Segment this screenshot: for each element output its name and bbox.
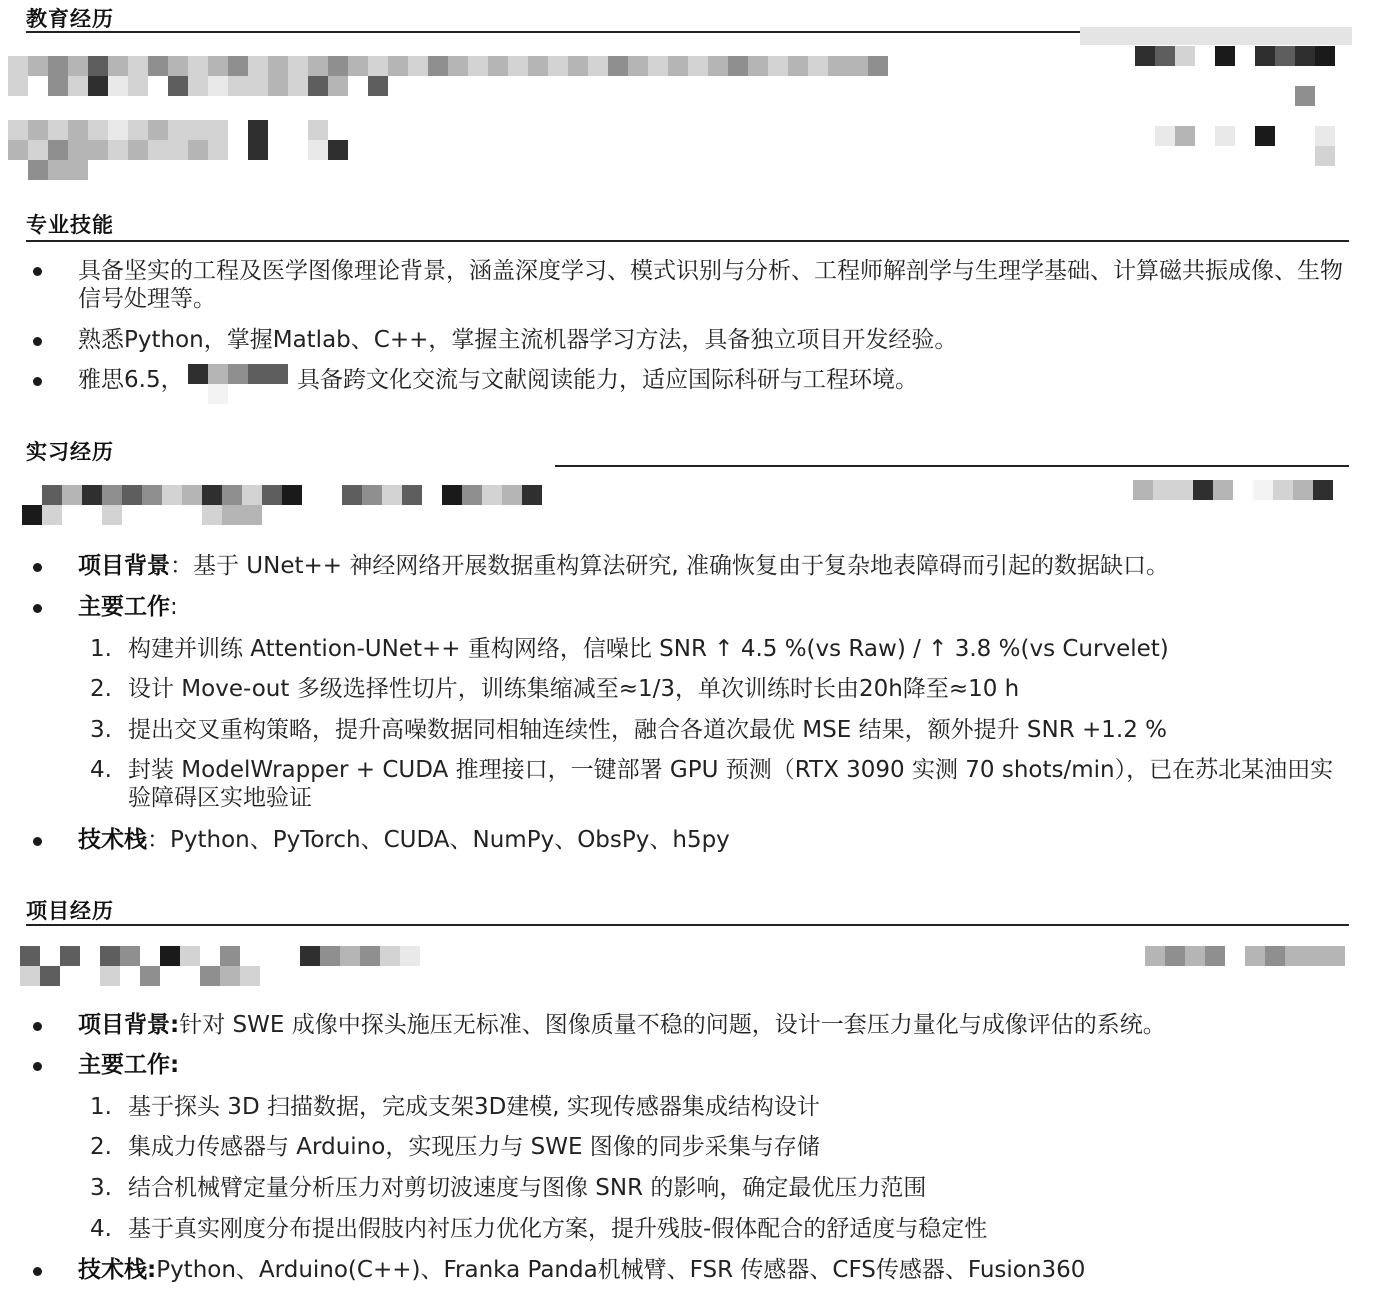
redacted-company-name (22, 485, 542, 525)
list-number: 1. (90, 1094, 112, 1120)
list-number: 4. (90, 757, 112, 783)
project-work-item-2: 集成力传感器与 Arduino，实现压力与 SWE 图像的同步采集与存储 (128, 1134, 820, 1160)
project-work-item-1: 基于探头 3D 扫描数据，完成支架3D建模, 实现传感器集成结构设计 (128, 1094, 820, 1120)
education-section-title: 教育经历 (26, 7, 114, 31)
project-background-label: 项目背景: (78, 1012, 180, 1038)
redacted-mark-1 (1295, 86, 1315, 106)
redacted-project-name (20, 946, 420, 986)
bullet-dot (33, 267, 42, 276)
internship-background (78, 552, 1169, 580)
project-work-item-4: 基于真实刚度分布提出假肢内衬压力优化方案，提升残肢-假体配合的舒适度与稳定性 (128, 1216, 988, 1242)
internship-divider (555, 465, 1349, 467)
redacted-date-band (1080, 27, 1352, 45)
internship-background-label: 项目背景 (78, 553, 170, 579)
list-number: 3. (90, 717, 112, 743)
internship-work-heading (78, 593, 178, 621)
internship-work-item-1: 构建并训练 Attention-UNet++ 重构网络，信噪比 SNR ↑ 4.5 %(vs Raw) / ↑ 3.8 %(vs Curvelet) (128, 636, 1169, 662)
redacted-internship-date (1133, 480, 1348, 500)
internship-work-item-4: 封装 ModelWrapper + CUDA 推理接口，一键部署 GPU 预测（RTX 3090 实测 70 shots/min），已在苏北某油田实验障碍区实地验证 (128, 757, 1334, 811)
skill-item-3-part2: 具备跨文化交流与文献阅读能力，适应国际科研与工程环境。 (297, 367, 918, 393)
project-work-heading (78, 1051, 179, 1079)
skill-item-1: 具备坚实的工程及医学图像理论背景，涵盖深度学习、模式识别与分析、工程师解剖学与生理学基础、计算磁共振成像、生物信号处理等。 (78, 258, 1343, 312)
project-divider (26, 924, 1349, 926)
redacted-date-1 (1135, 46, 1335, 66)
project-section-title: 项目经历 (26, 899, 114, 923)
project-stack (78, 1256, 1085, 1284)
internship-work-item-2: 设计 Move-out 多级选择性切片，训练集缩减至≈1/3，单次训练时长由20h降至≈10 h (128, 676, 1020, 702)
skills-section-title: 专业技能 (26, 213, 114, 237)
project-stack-label: 技术栈: (78, 1257, 157, 1283)
project-background-text: 针对 SWE 成像中探头施压无标准、图像质量不稳的问题，设计一套压力量化与成像评估的系统。 (179, 1012, 1166, 1038)
skills-divider (26, 240, 1349, 242)
redacted-date-2 (1155, 126, 1355, 166)
internship-stack-label: 技术栈 (78, 827, 147, 853)
redacted-project-date (1145, 946, 1345, 966)
internship-stack (78, 826, 730, 854)
bullet-dot (33, 1267, 42, 1276)
bullet-dot (33, 337, 42, 346)
list-number: 1. (90, 636, 112, 662)
internship-work-colon: : (170, 594, 178, 620)
redacted-language-score (188, 364, 288, 404)
project-stack-text: Python、Arduino(C++)、Franka Panda机械臂、FSR 传感器、CFS传感器、Fusion360 (156, 1257, 1086, 1283)
internship-work-item-3: 提出交叉重构策略，提升高噪数据同相轴连续性，融合各道次最优 MSE 结果，额外提升 SNR +1.2 % (128, 717, 1168, 743)
bullet-dot (33, 1062, 42, 1071)
project-background (78, 1011, 1166, 1039)
skill-item-2: 熟悉Python，掌握Matlab、C++，掌握主流机器学习方法，具备独立项目开发经验。 (78, 327, 958, 353)
list-number: 2. (90, 676, 112, 702)
skill-item-3-part1: 雅思6.5， (78, 367, 184, 393)
internship-stack-text: ：Python、PyTorch、CUDA、NumPy、ObsPy、h5py (147, 827, 730, 853)
education-divider (26, 31, 1080, 33)
internship-section-title: 实习经历 (26, 440, 114, 464)
internship-background-text: ：基于 UNet++ 神经网络开展数据重构算法研究, 准确恢复由于复杂地表障碍而引起的数据缺口。 (170, 553, 1169, 579)
bullet-dot (33, 1022, 42, 1031)
project-work-item-3: 结合机械臂定量分析压力对剪切波速度与图像 SNR 的影响，确定最优压力范围 (128, 1175, 927, 1201)
bullet-dot (33, 604, 42, 613)
bullet-dot (33, 377, 42, 386)
internship-work-label: 主要工作 (78, 594, 170, 620)
bullet-dot (33, 563, 42, 572)
redacted-school-name (8, 56, 898, 96)
project-work-label: 主要工作: (78, 1052, 180, 1078)
list-number: 2. (90, 1134, 112, 1160)
bullet-dot (33, 837, 42, 846)
list-number: 3. (90, 1175, 112, 1201)
list-number: 4. (90, 1216, 112, 1242)
redacted-major (8, 120, 348, 180)
